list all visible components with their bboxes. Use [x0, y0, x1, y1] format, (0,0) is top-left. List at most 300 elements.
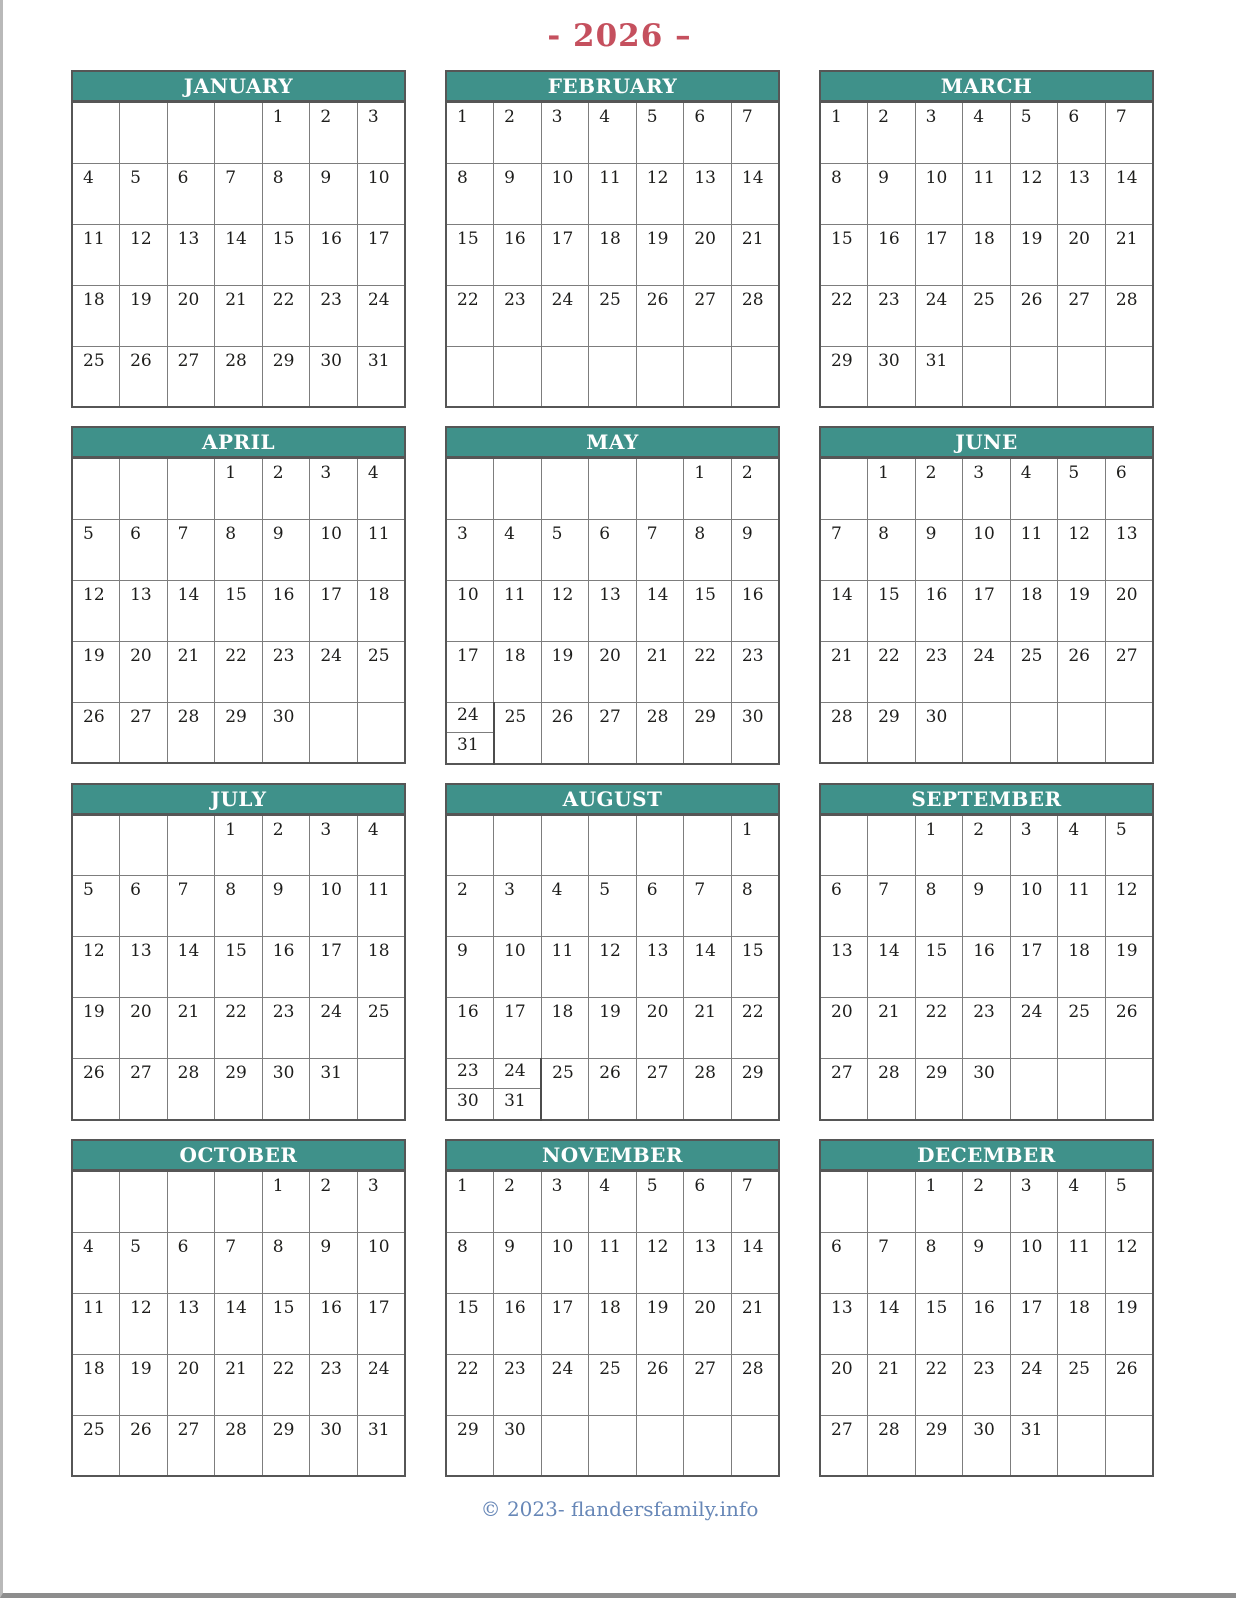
day-number: 26	[83, 1063, 105, 1083]
day-number: 15	[272, 228, 295, 249]
day-cell	[72, 580, 120, 641]
day-number: 23	[504, 289, 526, 310]
day-number: 7	[225, 167, 237, 188]
day-cell	[636, 102, 684, 163]
day-cell	[1058, 285, 1106, 346]
day-number: 22	[694, 645, 716, 666]
day-number: 25	[83, 1419, 105, 1440]
day-cell	[915, 1171, 963, 1232]
day-cell	[494, 815, 542, 876]
day-number: 17	[1020, 941, 1043, 961]
day-number: 17	[320, 584, 342, 605]
day-number: 18	[551, 1002, 574, 1022]
day-number: 24	[367, 1358, 390, 1379]
day-number: 20	[130, 1002, 152, 1022]
day-cell	[310, 937, 358, 998]
day-cell	[868, 102, 916, 163]
day-cell	[820, 815, 868, 876]
day-cell	[262, 1232, 310, 1293]
month-grid	[445, 1170, 780, 1477]
day-number: 23	[925, 645, 948, 666]
day-number: 15	[225, 941, 247, 961]
day-cell	[868, 1232, 916, 1293]
day-cell	[589, 102, 637, 163]
day-cell	[357, 641, 405, 702]
day-cell	[262, 102, 310, 163]
day-cell	[262, 458, 310, 519]
day-number: 3	[457, 523, 468, 544]
day-cell	[215, 102, 263, 163]
day-cell	[636, 1354, 684, 1415]
day-cell	[684, 998, 732, 1059]
day-number: 28	[831, 706, 853, 727]
day-cell	[636, 458, 684, 519]
day-number: 29	[225, 706, 247, 727]
day-cell	[494, 458, 542, 519]
day-number: 12	[1115, 880, 1138, 900]
day-number: 15	[225, 584, 247, 605]
day-number: 5	[1115, 1176, 1127, 1196]
day-cell	[446, 224, 494, 285]
day-number: 20	[177, 289, 200, 310]
day-number: 14	[878, 941, 900, 961]
day-number: 20	[177, 1358, 200, 1379]
day-cell	[72, 1354, 120, 1415]
day-number: 18	[83, 289, 105, 310]
day-number: 24	[551, 1358, 574, 1379]
day-cell	[1105, 876, 1153, 937]
day-cell	[731, 1415, 779, 1476]
day-cell	[1058, 702, 1106, 763]
day-cell	[820, 102, 868, 163]
day-cell	[1010, 1171, 1058, 1232]
day-number: 30	[878, 350, 900, 371]
day-number: 16	[320, 228, 342, 249]
day-number: 23	[973, 1358, 995, 1379]
day-cell	[868, 1354, 916, 1415]
day-number: 19	[1068, 584, 1090, 605]
day-cell	[963, 346, 1011, 407]
day-cell	[636, 224, 684, 285]
day-cell	[120, 224, 168, 285]
day-cell	[636, 1293, 684, 1354]
day-number: 2	[272, 463, 284, 483]
day-number: 27	[599, 706, 621, 727]
day-cell	[636, 815, 684, 876]
day-number: 3	[551, 107, 563, 127]
day-cell	[1058, 458, 1106, 519]
day-number: 1	[457, 1176, 468, 1196]
day-number: 9	[320, 1236, 332, 1257]
day-number: 4	[551, 880, 563, 900]
day-cell	[446, 702, 494, 764]
day-cell	[494, 1059, 542, 1121]
day-cell	[167, 519, 215, 580]
day-cell	[684, 346, 732, 407]
day-number: 13	[694, 1236, 716, 1257]
month-grid	[445, 814, 780, 1122]
day-cell	[915, 641, 963, 702]
day-number: 22	[457, 1358, 479, 1379]
day-number: 21	[878, 1358, 900, 1379]
day-cell	[915, 224, 963, 285]
day-cell	[494, 937, 542, 998]
day-cell	[1105, 1059, 1153, 1120]
day-cell	[167, 102, 215, 163]
day-number: 7	[831, 523, 842, 544]
day-number: 29	[694, 706, 716, 727]
month-december	[819, 1139, 1154, 1477]
day-cell	[684, 815, 732, 876]
day-cell	[310, 285, 358, 346]
day-cell	[915, 1293, 963, 1354]
day-cell	[915, 519, 963, 580]
day-number: 3	[1020, 819, 1032, 840]
day-number: 18	[1068, 941, 1090, 961]
day-number: 10	[973, 523, 995, 544]
day-number: 14	[1115, 167, 1138, 188]
day-cell	[167, 815, 215, 876]
day-number: 26	[599, 1063, 621, 1083]
month-july	[71, 783, 406, 1122]
day-number: 15	[878, 584, 900, 605]
month-title: DECEMBER	[819, 1139, 1154, 1170]
day-cell	[684, 519, 732, 580]
day-cell	[215, 998, 263, 1059]
day-number: 24	[494, 1059, 540, 1089]
day-number: 5	[1115, 819, 1127, 840]
day-cell	[262, 1059, 310, 1120]
day-number: 23	[973, 1002, 995, 1022]
day-cell	[915, 163, 963, 224]
months-grid	[71, 70, 1236, 1477]
day-cell	[684, 1171, 732, 1232]
day-number: 1	[741, 819, 753, 840]
day-number: 29	[831, 350, 853, 371]
month-grid	[71, 457, 406, 764]
day-cell	[684, 224, 732, 285]
day-cell	[868, 702, 916, 763]
day-cell	[1105, 998, 1153, 1059]
day-cell	[589, 1354, 637, 1415]
day-number: 22	[225, 645, 247, 666]
day-cell	[446, 1293, 494, 1354]
day-cell	[494, 519, 542, 580]
day-number: 1	[225, 819, 237, 840]
day-number: 5	[83, 523, 94, 544]
day-number: 14	[741, 1236, 764, 1257]
day-number: 4	[599, 1176, 611, 1196]
day-number: 10	[551, 1236, 574, 1257]
day-number: 8	[925, 880, 937, 900]
month-february	[445, 70, 780, 408]
day-number: 20	[646, 1002, 669, 1022]
day-cell	[446, 1059, 494, 1121]
day-number: 26	[1115, 1002, 1138, 1022]
day-number: 29	[457, 1419, 479, 1440]
day-cell	[963, 1354, 1011, 1415]
day-number: 3	[504, 880, 515, 900]
day-cell	[684, 1232, 732, 1293]
day-cell	[72, 285, 120, 346]
day-cell	[262, 580, 310, 641]
day-number: 9	[973, 880, 985, 900]
day-cell	[684, 1415, 732, 1476]
day-number: 7	[878, 1236, 889, 1257]
day-number: 4	[83, 1236, 94, 1257]
month-title: SEPTEMBER	[819, 783, 1154, 814]
day-cell	[446, 580, 494, 641]
day-number: 28	[741, 1358, 764, 1379]
day-cell	[310, 815, 358, 876]
day-number: 20	[599, 645, 621, 666]
day-cell	[1105, 937, 1153, 998]
day-number: 16	[272, 941, 295, 961]
day-number: 30	[504, 1419, 526, 1440]
day-cell	[215, 1415, 263, 1476]
day-number: 16	[272, 584, 295, 605]
day-number: 27	[177, 350, 200, 371]
day-number: 26	[1020, 289, 1043, 310]
day-number: 25	[1020, 645, 1043, 666]
day-cell	[310, 224, 358, 285]
day-number: 22	[457, 289, 479, 310]
day-cell	[1010, 815, 1058, 876]
day-number: 31	[925, 350, 948, 371]
day-number: 16	[973, 1297, 995, 1318]
day-cell	[72, 224, 120, 285]
day-number: 8	[272, 1236, 284, 1257]
day-cell	[72, 998, 120, 1059]
day-cell	[1105, 1232, 1153, 1293]
day-number: 9	[925, 523, 937, 544]
day-number: 12	[83, 584, 105, 605]
day-cell	[262, 1415, 310, 1476]
day-cell	[215, 702, 263, 763]
day-number: 22	[272, 289, 295, 310]
day-number: 22	[225, 1002, 247, 1022]
day-number: 13	[831, 1297, 853, 1318]
day-cell	[820, 1232, 868, 1293]
day-cell	[167, 1415, 215, 1476]
day-number: 6	[831, 880, 842, 900]
day-cell	[963, 102, 1011, 163]
day-number: 15	[457, 228, 479, 249]
day-cell	[262, 876, 310, 937]
day-number: 26	[83, 706, 105, 727]
day-number: 25	[367, 645, 390, 666]
day-number: 19	[130, 289, 152, 310]
day-cell	[684, 285, 732, 346]
day-number: 19	[1115, 941, 1138, 961]
day-number: 2	[741, 463, 753, 483]
day-number: 12	[1115, 1236, 1138, 1257]
day-number: 3	[925, 107, 937, 127]
day-number: 18	[599, 228, 621, 249]
day-cell	[167, 1059, 215, 1120]
day-number: 28	[741, 289, 764, 310]
day-number: 13	[130, 584, 152, 605]
day-cell	[446, 102, 494, 163]
month-title: APRIL	[71, 426, 406, 457]
day-number: 21	[225, 289, 247, 310]
day-number: 25	[552, 1063, 574, 1083]
day-cell	[72, 937, 120, 998]
day-cell	[731, 346, 779, 407]
day-number: 18	[599, 1297, 621, 1318]
day-cell	[636, 346, 684, 407]
day-cell	[963, 1415, 1011, 1476]
day-number: 21	[177, 645, 200, 666]
day-cell	[494, 1354, 542, 1415]
day-number: 27	[831, 1419, 853, 1440]
day-number: 24	[551, 289, 574, 310]
day-cell	[589, 876, 637, 937]
month-grid	[71, 101, 406, 408]
day-cell	[963, 641, 1011, 702]
day-cell	[120, 1415, 168, 1476]
day-number: 17	[457, 645, 479, 666]
day-cell	[731, 163, 779, 224]
day-number: 7	[741, 1176, 753, 1196]
day-number: 31	[457, 734, 479, 755]
month-title: JUNE	[819, 426, 1154, 457]
day-cell	[541, 580, 589, 641]
day-cell	[963, 580, 1011, 641]
day-cell	[1058, 1354, 1106, 1415]
day-cell	[215, 458, 263, 519]
day-cell	[446, 876, 494, 937]
day-cell	[72, 519, 120, 580]
day-number: 1	[457, 107, 468, 127]
day-number: 18	[1020, 584, 1043, 605]
day-number: 14	[831, 584, 853, 605]
day-number: 21	[741, 1297, 764, 1318]
day-cell	[310, 1415, 358, 1476]
day-number: 13	[694, 167, 716, 188]
day-cell	[1105, 458, 1153, 519]
day-cell	[494, 1232, 542, 1293]
day-cell	[357, 937, 405, 998]
day-cell	[541, 876, 589, 937]
day-cell	[820, 1415, 868, 1476]
day-cell	[72, 1293, 120, 1354]
month-august	[445, 783, 780, 1122]
day-cell	[120, 519, 168, 580]
day-cell	[1010, 346, 1058, 407]
day-cell	[731, 937, 779, 998]
day-number: 5	[646, 1176, 658, 1196]
day-number: 18	[367, 584, 390, 605]
day-cell	[1058, 815, 1106, 876]
day-number: 5	[551, 523, 563, 544]
day-cell	[215, 285, 263, 346]
day-number: 18	[504, 645, 526, 666]
day-number: 12	[551, 584, 574, 605]
day-number: 22	[925, 1358, 948, 1379]
day-number: 25	[83, 350, 105, 371]
day-number: 20	[1068, 228, 1090, 249]
day-cell	[820, 163, 868, 224]
day-cell	[167, 1293, 215, 1354]
day-number: 1	[272, 1176, 284, 1196]
day-cell	[731, 1354, 779, 1415]
day-number: 13	[1068, 167, 1090, 188]
day-cell	[262, 285, 310, 346]
day-number: 1	[272, 107, 284, 127]
day-cell	[541, 163, 589, 224]
day-cell	[963, 1293, 1011, 1354]
day-number: 24	[1020, 1002, 1043, 1022]
day-cell	[72, 346, 120, 407]
day-cell	[589, 1232, 637, 1293]
day-cell	[963, 163, 1011, 224]
day-number: 29	[225, 1063, 247, 1083]
day-cell	[589, 702, 637, 764]
day-cell	[262, 702, 310, 763]
day-cell	[215, 346, 263, 407]
day-cell	[72, 1059, 120, 1120]
day-number: 5	[1020, 107, 1032, 127]
day-cell	[120, 580, 168, 641]
day-number: 29	[925, 1419, 948, 1440]
day-cell	[1058, 224, 1106, 285]
day-cell	[820, 1171, 868, 1232]
day-number: 17	[973, 584, 995, 605]
day-cell	[310, 998, 358, 1059]
day-number: 28	[646, 706, 669, 727]
day-cell	[963, 815, 1011, 876]
day-number: 30	[320, 1419, 342, 1440]
day-number: 10	[1020, 1236, 1043, 1257]
day-cell	[262, 1293, 310, 1354]
day-cell	[636, 998, 684, 1059]
day-number: 21	[831, 645, 853, 666]
day-cell	[1058, 1232, 1106, 1293]
day-number: 6	[599, 523, 611, 544]
day-number: 12	[646, 1236, 669, 1257]
day-cell	[915, 458, 963, 519]
day-number: 15	[694, 584, 716, 605]
day-cell	[731, 641, 779, 702]
month-title: AUGUST	[445, 783, 780, 814]
day-number: 17	[925, 228, 948, 249]
day-number: 25	[599, 1358, 621, 1379]
day-number: 12	[1020, 167, 1043, 188]
day-number: 27	[646, 1063, 669, 1083]
day-cell	[868, 937, 916, 998]
day-cell	[1010, 876, 1058, 937]
day-cell	[915, 1232, 963, 1293]
day-cell	[1105, 815, 1153, 876]
day-cell	[541, 1354, 589, 1415]
month-january	[71, 70, 406, 408]
day-number: 14	[878, 1297, 900, 1318]
day-number: 15	[925, 1297, 948, 1318]
day-cell	[820, 519, 868, 580]
month-november	[445, 1139, 780, 1477]
day-cell	[167, 458, 215, 519]
day-cell	[868, 519, 916, 580]
day-cell	[684, 580, 732, 641]
day-number: 4	[1068, 819, 1080, 840]
day-number: 16	[925, 584, 948, 605]
day-cell	[1058, 1293, 1106, 1354]
day-cell	[731, 1232, 779, 1293]
day-number: 17	[504, 1002, 526, 1022]
day-number: 20	[831, 1358, 853, 1379]
day-cell	[310, 1171, 358, 1232]
